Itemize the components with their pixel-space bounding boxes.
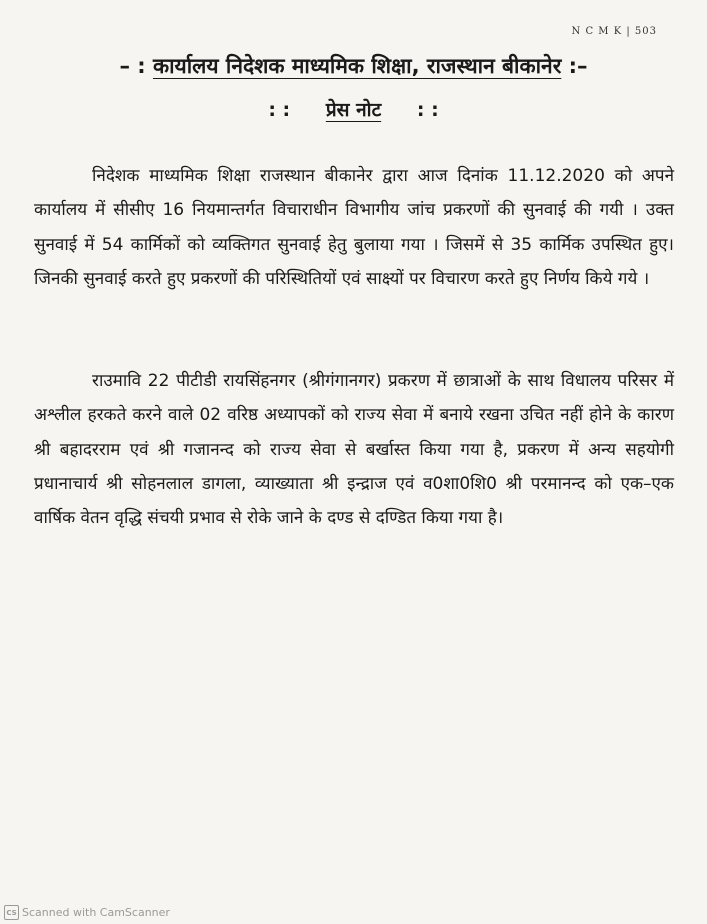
heading-prefix: – :: [119, 54, 146, 78]
press-note-colons-left: : :: [268, 99, 291, 121]
watermark-text: Scanned with CamScanner: [22, 906, 170, 919]
camscanner-icon: CS: [4, 905, 19, 920]
press-note-colons-right: : :: [416, 99, 439, 121]
heading-title: कार्यालय निदेशक माध्यमिक शिक्षा, राजस्थान बीकानेर: [152, 54, 562, 78]
paragraph-disciplinary-action: राउमावि 22 पीटीडी रायसिंहनगर (श्रीगंगानगर) प्रकरण में छात्राओं के साथ विधालय परिसर में अश्लील हरकते करने वाले 02 वरिष्ठ अध्यापकों को राज्य सेवा में बनाये रखना उचित नहीं होने के कारण श्री बहादरराम एवं श्री गजानन्द को राज्य सेवा से बर्खास्त किया गया है, प्रकरण में अन्य सहयोगी प्रधानाचार्य श्री सोहनलाल डागला, व्याख्याता श्री इन्द्राज एवं व0शा0शि0 श्री परमानन्द को एक–एक वार्षिक वेतन वृद्धि संचयी प्रभाव से रोके जाने के दण्ड से दण्डित किया गया है।: [34, 371, 674, 529]
heading-suffix: :–: [568, 54, 588, 78]
press-note-label: प्रेस नोट: [325, 99, 382, 121]
scanner-watermark: [4, 905, 170, 920]
press-note-heading: [0, 96, 707, 122]
paragraph-hearing-summary: निदेशक माध्यमिक शिक्षा राजस्थान बीकानेर द्वारा आज दिनांक 11.12.2020 को अपने कार्यालय में सीसीए 16 नियमान्तर्गत विचाराधीन विभागीय जांच प्रकरणों की सुनवाई की गयी । उक्त सुनवाई में 54 कार्मिकों को व्यक्तिगत सुनवाई हेतु बुलाया गया । जिसमें से 35 कार्मिक उपस्थित हुए। जिनकी सुनवाई करते हुए प्रकरणों की परिस्थितियों एवं साक्ष्यों पर विचारण करते हुए निर्णय किये गये ।: [34, 166, 674, 289]
reference-number: N C M K | 503: [571, 26, 657, 37]
office-heading: [0, 52, 707, 80]
